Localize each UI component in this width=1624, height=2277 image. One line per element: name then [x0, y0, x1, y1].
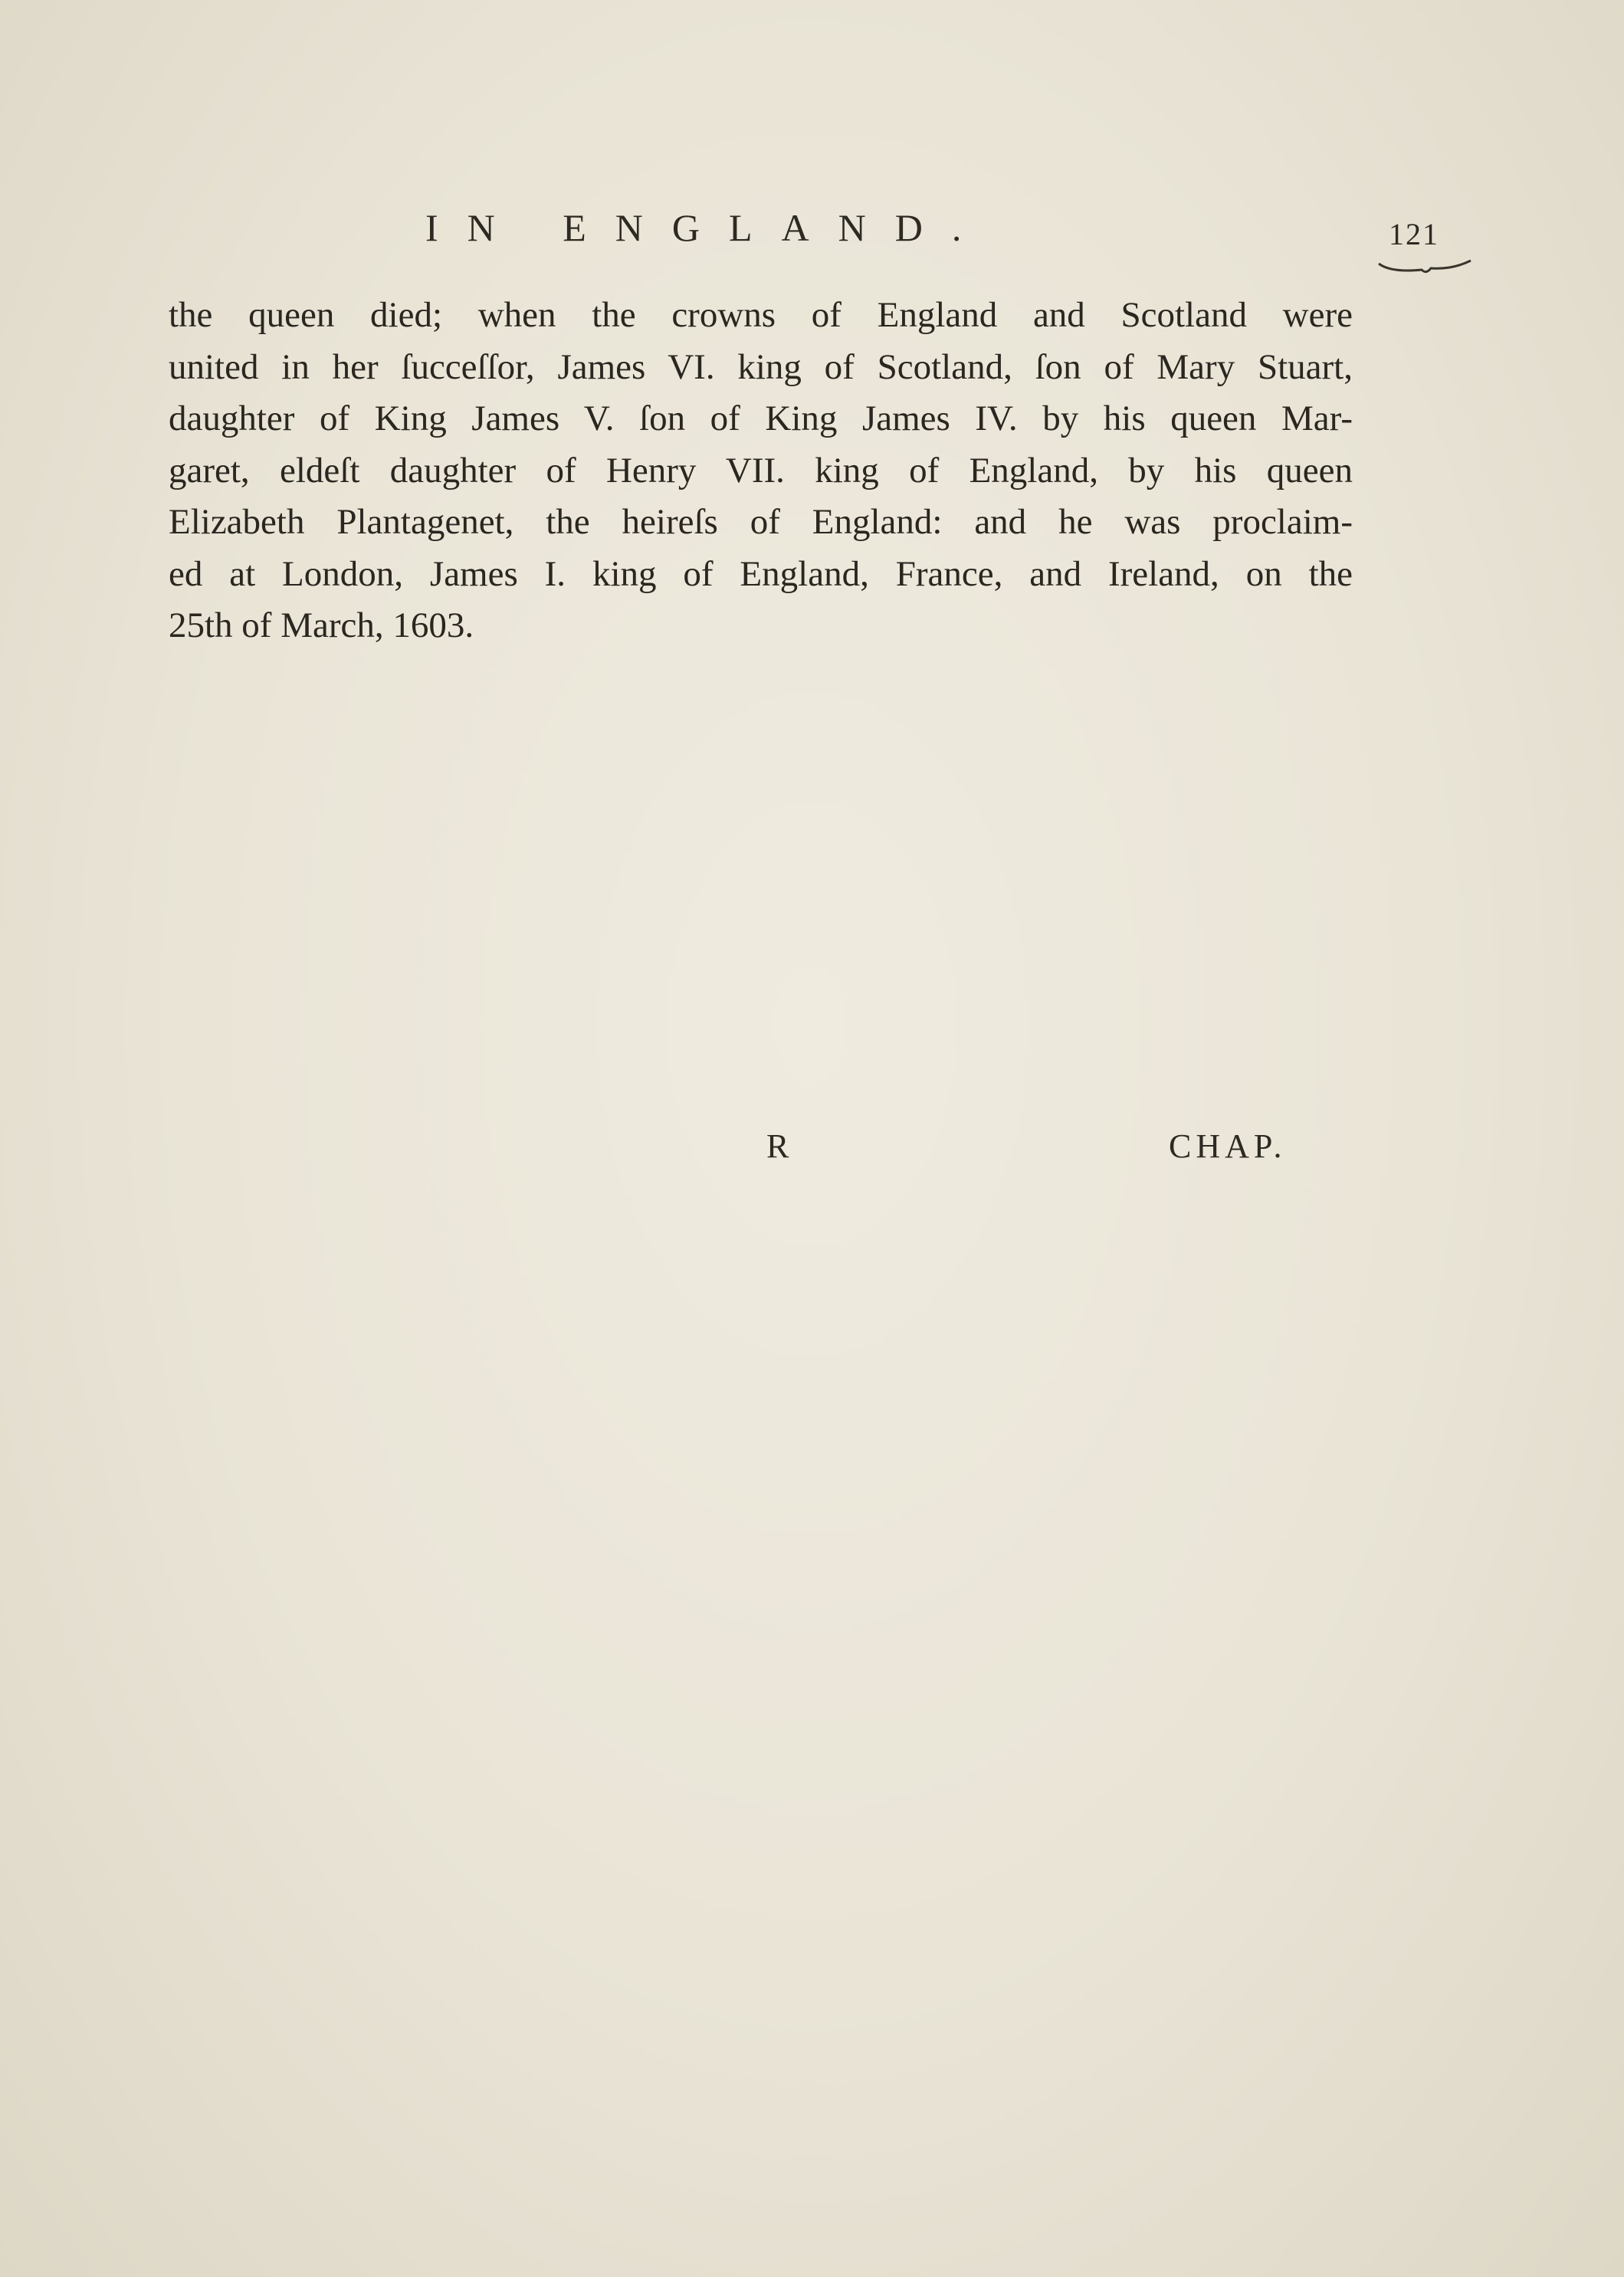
- signature-mark: R: [766, 1127, 789, 1165]
- catchword: CHAP.: [1169, 1127, 1287, 1165]
- text-line: ed at London, James I. king of England, France, and Ireland, on the: [169, 553, 1353, 594]
- text-line: daughter of King James V. ſon of King James IV. by his queen Mar-: [169, 399, 1353, 438]
- text-line: Elizabeth Plantagenet, the heireſs of England: and he was proclaim-: [169, 502, 1353, 542]
- page-number: 121: [1389, 217, 1439, 251]
- running-head: IN ENGLAND.: [425, 206, 991, 249]
- text-line: 25th of March, 1603.: [169, 605, 474, 645]
- body-text: [169, 290, 1353, 652]
- folio-flourish-ornament: [1376, 258, 1475, 276]
- text-line: garet, eldeſt daughter of Henry VII. king of England, by his queen: [169, 450, 1353, 491]
- text-line: united in her ſucceſſor, James VI. king of Scotland, ſon of Mary Stuart,: [169, 346, 1353, 387]
- text-line: the queen died; when the crowns of England and Scotland were: [169, 295, 1353, 335]
